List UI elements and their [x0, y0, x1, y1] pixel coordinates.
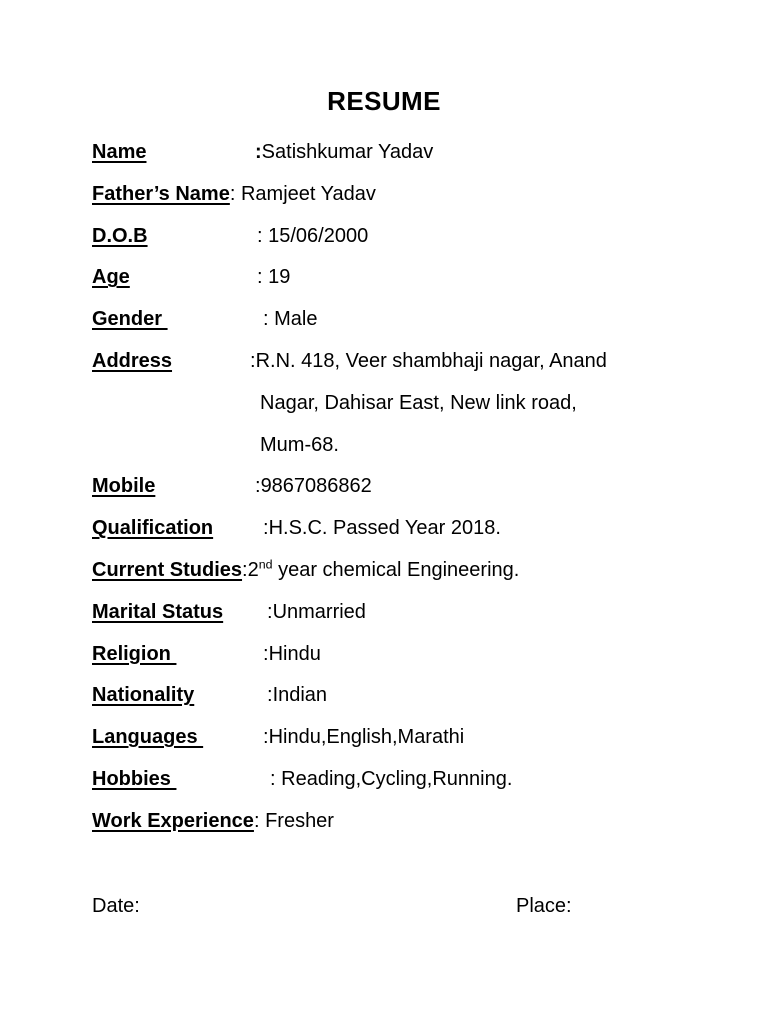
field-value-nationality — [267, 682, 327, 709]
field-row-gender — [92, 306, 732, 348]
field-separator-languages: : — [263, 726, 269, 749]
field-text-name: Satishkumar Yadav — [261, 141, 434, 163]
field-separator-religion: : — [263, 642, 269, 665]
field-row-age — [92, 264, 732, 306]
field-text-dob: 15/06/2000 — [268, 224, 369, 247]
field-label-gender: Gender — [92, 308, 168, 331]
place-label: Place: — [516, 895, 572, 917]
field-text-fathers-name: Ramjeet Yadav — [240, 182, 376, 205]
field-row-fathers-name — [92, 181, 732, 223]
field-label-dob: D.O.B — [92, 224, 148, 247]
field-separator-qualification: : — [263, 517, 269, 540]
date-label: Date: — [92, 895, 140, 917]
current-studies-ordinal-suffix: nd — [258, 557, 273, 572]
field-value-religion — [263, 641, 321, 668]
field-value-languages — [263, 724, 464, 751]
field-text-nationality: Indian — [272, 684, 328, 707]
field-text-address: R.N. 418, Veer shambhaji nagar, Anand — [255, 349, 607, 372]
current-studies-rest: year chemical Engineering. — [272, 558, 520, 581]
field-value-hobbies — [270, 766, 512, 793]
field-row-mobile — [92, 473, 732, 515]
field-label-age: Age — [92, 266, 130, 289]
address-continuation-line-2 — [92, 432, 732, 474]
field-row-hobbies — [92, 766, 732, 808]
field-row-languages — [92, 724, 732, 766]
field-label-work-experience: Work Experience — [92, 809, 254, 832]
field-row-name — [92, 139, 732, 181]
field-value-mobile — [255, 473, 372, 500]
field-value-gender — [263, 306, 317, 333]
field-row-address — [92, 348, 732, 390]
field-separator-name: : — [255, 141, 262, 163]
field-label-current-studies: Current Studies — [92, 558, 243, 581]
field-separator-work-experience: : — [253, 809, 266, 832]
field-text-qualification: H.S.C. Passed Year 2018. — [268, 517, 501, 540]
field-row-religion — [92, 641, 732, 683]
field-label-languages: Languages — [92, 726, 204, 749]
field-separator-current-studies: : — [242, 558, 248, 581]
resume-field-list — [92, 139, 732, 850]
field-row-dob — [92, 223, 732, 265]
field-row-nationality — [92, 682, 732, 724]
field-value-qualification — [263, 515, 501, 542]
field-value-name — [255, 139, 433, 166]
field-separator-gender: : — [263, 308, 275, 331]
field-text-mobile: 9867086862 — [260, 475, 372, 498]
field-label-marital-status: Marital Status — [92, 600, 224, 623]
address-continuation-text-1: Nagar, Dahisar East, New link road, — [260, 391, 577, 414]
field-label-qualification: Qualification — [92, 517, 214, 540]
field-value-dob — [257, 223, 368, 250]
field-text-age: 19 — [268, 266, 291, 289]
current-studies-number: 2 — [247, 558, 259, 581]
field-separator-age: : — [257, 266, 269, 289]
field-text-marital-status: Unmarried — [272, 600, 366, 623]
field-separator-dob: : — [257, 224, 269, 247]
field-text-hobbies: Reading,Cycling,Running. — [281, 767, 513, 790]
field-text-religion: Hindu — [268, 642, 321, 665]
field-label-hobbies: Hobbies — [92, 767, 177, 790]
field-row-qualification — [92, 515, 732, 557]
field-text-languages: Hindu,English,Marathi — [268, 726, 465, 749]
field-row-current-studies — [92, 557, 732, 599]
address-continuation-text-2: Mum-68. — [260, 433, 339, 456]
field-label-name: Name — [92, 141, 147, 163]
address-continuation-line-1 — [92, 390, 732, 432]
field-label-religion: Religion — [92, 642, 177, 665]
field-label-address: Address — [92, 349, 173, 372]
field-row-work-experience — [92, 808, 732, 850]
field-label-nationality: Nationality — [92, 684, 195, 707]
field-separator-marital-status: : — [267, 600, 273, 623]
page-title: RESUME — [327, 86, 441, 116]
field-separator-hobbies: : — [270, 767, 282, 790]
field-separator-nationality: : — [267, 684, 273, 707]
field-separator-address: : — [250, 349, 256, 372]
field-row-marital-status — [92, 599, 732, 641]
field-value-marital-status — [267, 599, 366, 626]
field-text-gender: Male — [274, 308, 318, 331]
field-text-work-experience: Fresher — [265, 809, 334, 832]
field-separator-fathers-name: : — [229, 182, 241, 205]
field-value-address — [250, 348, 607, 375]
field-separator-mobile: : — [255, 475, 261, 498]
field-label-mobile: Mobile — [92, 475, 156, 498]
field-label-fathers-name: Father’s Name — [92, 182, 230, 205]
field-value-age — [257, 264, 290, 291]
